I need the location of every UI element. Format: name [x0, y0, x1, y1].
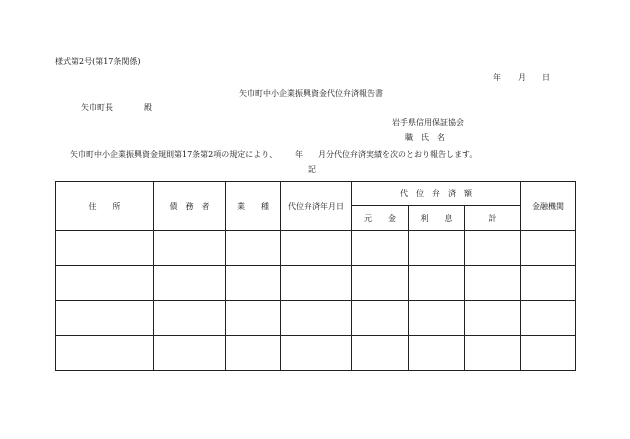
- header-industry: 業 種: [226, 182, 281, 231]
- ki-label: 記: [308, 165, 316, 174]
- table-cell: [281, 336, 352, 371]
- table-cell: [352, 301, 409, 336]
- table-cell: [465, 301, 521, 336]
- header-total: 計: [465, 206, 521, 231]
- header-address: 住 所: [56, 182, 154, 231]
- table-row: [56, 336, 576, 371]
- table-cell: [352, 231, 409, 266]
- table-cell: [352, 336, 409, 371]
- table-cell: [281, 266, 352, 301]
- table-cell: [409, 266, 465, 301]
- table-cell: [56, 266, 154, 301]
- addressee-name: 矢巾町長: [81, 103, 113, 112]
- header-debtor: 債 務 者: [154, 182, 226, 231]
- date-month: 月: [518, 73, 526, 82]
- table-cell: [154, 266, 226, 301]
- header-amount-group: 代 位 弁 済 額: [352, 182, 521, 206]
- table-cell: [56, 231, 154, 266]
- sender-role: 職 氏 名: [405, 133, 445, 142]
- report-table: [55, 181, 576, 371]
- table-cell: [226, 266, 281, 301]
- body-year: 年: [295, 150, 303, 159]
- table-cell: [56, 301, 154, 336]
- table-cell: [281, 231, 352, 266]
- header-interest: 利 息: [409, 206, 465, 231]
- table-cell: [465, 336, 521, 371]
- header-bank: 金融機関: [521, 182, 576, 231]
- body-suffix: 月分代位弁済実績を次のとおり報告します。: [318, 150, 478, 159]
- table-cell: [521, 301, 576, 336]
- body-prefix: 矢巾町中小企業振興資金規則第17条第2項の規定により、: [70, 150, 278, 159]
- table-cell: [226, 336, 281, 371]
- header-row-1: [56, 182, 576, 206]
- date-day: 日: [542, 73, 550, 82]
- table-cell: [154, 231, 226, 266]
- form-number: 様式第2号(第17条関係): [55, 57, 141, 66]
- table-cell: [409, 301, 465, 336]
- table-cell: [521, 336, 576, 371]
- header-principal: 元 金: [352, 206, 409, 231]
- table-row: [56, 266, 576, 301]
- table-cell: [226, 231, 281, 266]
- table-cell: [521, 266, 576, 301]
- table-cell: [352, 266, 409, 301]
- sender-org: 岩手県信用保証協会: [392, 118, 464, 127]
- table-row: [56, 231, 576, 266]
- table-cell: [56, 336, 154, 371]
- addressee-honorific: 殿: [144, 103, 152, 112]
- table-cell: [409, 231, 465, 266]
- header-date: 代位弁済年月日: [281, 182, 352, 231]
- table-cell: [226, 301, 281, 336]
- table-cell: [154, 301, 226, 336]
- table-cell: [409, 336, 465, 371]
- date-year: 年: [493, 73, 501, 82]
- table-cell: [465, 231, 521, 266]
- table-cell: [281, 301, 352, 336]
- table-row: [56, 301, 576, 336]
- document-title: 矢巾町中小企業振興資金代位弁済報告書: [239, 89, 383, 98]
- table-cell: [521, 231, 576, 266]
- table-cell: [465, 266, 521, 301]
- table-cell: [154, 336, 226, 371]
